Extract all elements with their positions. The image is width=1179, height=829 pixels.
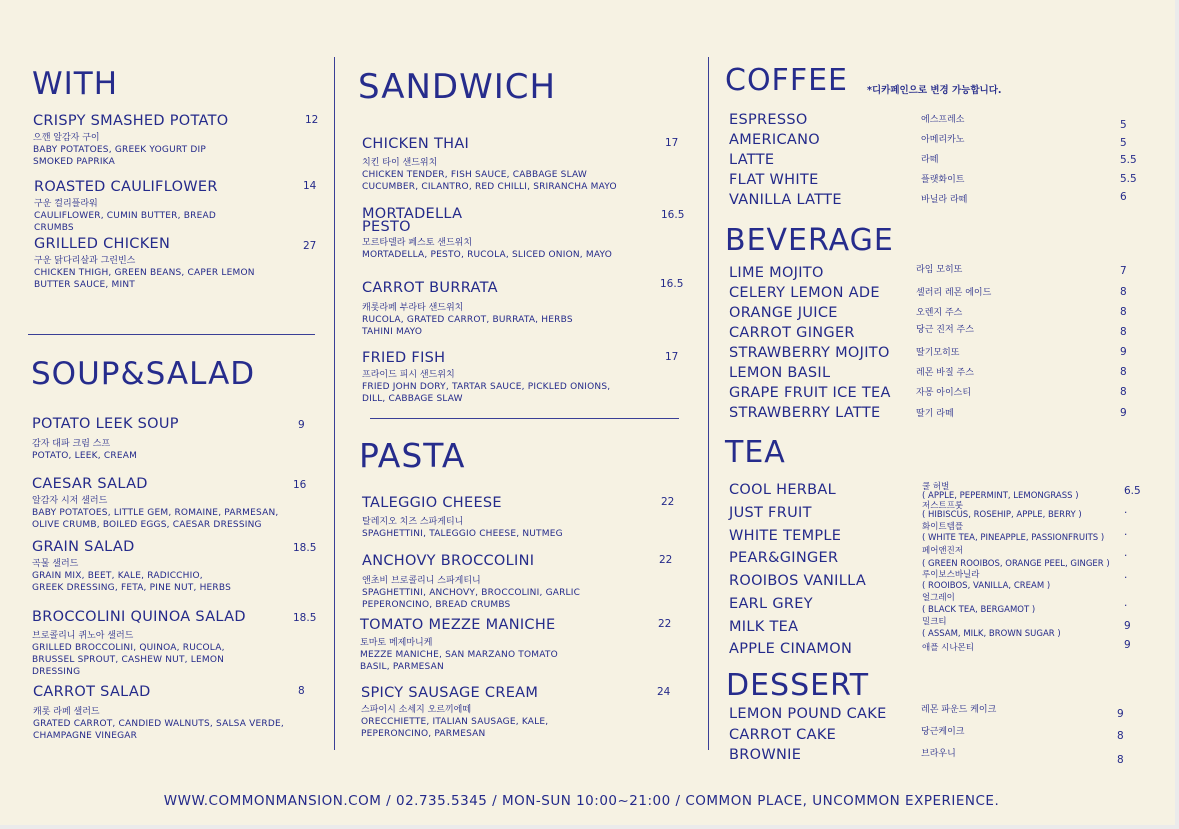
drink-price: 8: [1120, 286, 1127, 298]
menu-item: [362, 495, 682, 540]
dessert-row: [729, 706, 1149, 724]
drink-korean: 바닐라 라떼: [921, 195, 968, 205]
tea-title: TEA: [725, 435, 786, 470]
drink-name: CARROT GINGER: [729, 325, 855, 341]
drink-row: [729, 132, 1149, 150]
item-name: GRAIN SALAD: [32, 539, 135, 555]
drink-name: VANILLA LATTE: [729, 192, 842, 208]
drink-korean: 에스프레소: [921, 115, 965, 125]
menu-item: [32, 476, 315, 531]
item-description: POTATO, LEEK, CREAM: [32, 451, 138, 461]
tea-row: [729, 593, 1149, 616]
item-name: GRILLED CHICKEN: [34, 236, 171, 252]
item-name: BROCCOLINI QUINOA SALAD: [32, 609, 246, 625]
tea-row: [729, 641, 1149, 661]
drink-korean: 자몽 아이스티: [916, 388, 972, 398]
drink-row: [729, 152, 1149, 170]
tea-name: APPLE CINAMON: [729, 641, 853, 657]
item-korean: 감자 대파 크림 스프: [32, 439, 111, 449]
dessert-price: 8: [1117, 730, 1124, 742]
menu-item: [32, 416, 315, 462]
item-price: 17: [665, 351, 679, 363]
item-description: CHICKEN TENDER, FISH SAUCE, CABBAGE SLAW CUCUMBER, CILANTRO, RED CHILLI, SRIRANCHA MAYO: [362, 170, 617, 192]
menu-item: [34, 236, 315, 291]
menu-item: [362, 280, 682, 338]
tea-korean: 저스트프룻: [922, 501, 964, 511]
item-description: SPAGHETTINI, TALEGGIO CHEESE, NUTMEG: [362, 529, 563, 539]
tea-price: 9: [1124, 620, 1131, 632]
dessert-title: DESSERT: [726, 668, 870, 703]
drink-row: [729, 265, 1149, 283]
tea-row: [729, 522, 1149, 548]
dessert-name: CARROT CAKE: [729, 727, 837, 743]
tea-name: EARL GREY: [729, 596, 813, 612]
item-description: RUCOLA, GRATED CARROT, BURRATA, HERBS TAHINI MAYO: [362, 315, 573, 337]
menu-item: [360, 617, 682, 673]
drink-row: [729, 305, 1149, 323]
tea-ingredients: ( ASSAM, MILK, BROWN SUGAR ): [922, 629, 1061, 639]
tea-korean: 밀크티: [922, 617, 947, 627]
drink-korean: 딸기모히또: [916, 348, 960, 358]
drink-name: ORANGE JUICE: [729, 305, 838, 321]
item-name: TOMATO MEZZE MANICHE: [360, 617, 556, 633]
item-korean: 캐롯라페 부라타 샌드위치: [362, 303, 464, 313]
item-description: CHICKEN THIGH, GREEN BEANS, CAPER LEMON BUTTER SAUCE, MINT: [34, 268, 255, 290]
tea-korean: 루이보스바닐라: [922, 570, 980, 580]
tea-name: WHITE TEMPLE: [729, 528, 842, 544]
item-korean: 탈레지오 치즈 스파게티니: [362, 517, 464, 527]
tea-row: [729, 570, 1149, 593]
drink-name: AMERICANO: [729, 132, 820, 148]
drink-row: [729, 325, 1149, 343]
soup-salad-title: SOUP&SALAD: [31, 356, 256, 392]
tea-korean: 페어앤진저: [922, 546, 964, 556]
item-description: ORECCHIETTE, ITALIAN SAUSAGE, KALE, PEPERONCINO, PARMESAN: [361, 717, 549, 739]
with-soup-divider: [28, 334, 315, 335]
item-description: SPAGHETTINI, ANCHOVY, BROCCOLINI, GARLIC PEPERONCINO, BREAD CRUMBS: [362, 588, 581, 610]
drink-price: 5.5: [1120, 154, 1137, 166]
item-name: ROASTED CAULIFLOWER: [34, 179, 218, 195]
tea-korean: 화이트템플: [922, 522, 964, 532]
menu-item: [34, 179, 315, 234]
tea-ingredients: ( ROOIBOS, VANILLA, CREAM ): [922, 581, 1051, 591]
item-name: MORTADELLA PESTO: [362, 206, 463, 235]
drink-row: [729, 405, 1149, 423]
item-korean: 치킨 타이 샌드위치: [362, 158, 438, 168]
drink-korean: 레몬 바질 주스: [916, 368, 974, 378]
coffee-title: COFFEE: [725, 63, 848, 98]
item-name: CARROT SALAD: [33, 684, 151, 700]
sandwich-pasta-divider: [370, 418, 679, 419]
drink-name: GRAPE FRUIT ICE TEA: [729, 385, 891, 401]
drink-korean: 당근 진저 주스: [916, 325, 974, 335]
item-price: 22: [661, 496, 675, 508]
menu-item: [362, 206, 685, 261]
drink-name: ESPRESSO: [729, 112, 808, 128]
tea-korean: 쿨 허벌: [922, 482, 950, 492]
item-name: ANCHOVY BROCCOLINI: [362, 553, 535, 569]
item-description: BABY POTATOES, LITTLE GEM, ROMAINE, PARMESAN, OLIVE CRUMB, BOILED EGGS, CAESAR DRESSING: [32, 508, 279, 530]
item-price: 18.5: [293, 612, 317, 624]
item-description: GRATED CARROT, CANDIED WALNUTS, SALSA VERDE, CHAMPAGNE VINEGAR: [33, 719, 284, 741]
tea-ingredients: ( APPLE, PEPERMINT, LEMONGRASS ): [922, 491, 1079, 501]
drink-name: LEMON BASIL: [729, 365, 831, 381]
menu-item: [362, 553, 682, 611]
drink-name: LIME MOJITO: [729, 265, 824, 281]
item-price: 24: [657, 686, 671, 698]
menu-item: [33, 113, 319, 168]
drink-row: [729, 172, 1149, 190]
item-price: 9: [298, 419, 305, 431]
tea-ingredients: ( HIBISCUS, ROSEHIP, APPLE, BERRY ): [922, 510, 1082, 520]
item-price: 27: [303, 240, 317, 252]
drink-price: 6: [1120, 191, 1127, 203]
drink-price: 5: [1120, 137, 1127, 149]
dessert-price: 8: [1117, 754, 1124, 766]
drink-price: 8: [1120, 326, 1127, 338]
item-price: 16: [293, 479, 307, 491]
item-description: CAULIFLOWER, CUMIN BUTTER, BREAD CRUMBS: [34, 211, 216, 233]
drink-row: [729, 285, 1149, 303]
item-description: GRAIN MIX, BEET, KALE, RADICCHIO, GREEK DRESSING, FETA, PINE NUT, HERBS: [32, 571, 232, 593]
item-korean: 구운 닭다리살과 그린빈스: [34, 256, 136, 266]
tea-price: ·: [1124, 507, 1128, 519]
item-description: MORTADELLA, PESTO, RUCOLA, SLICED ONION, MAYO: [362, 250, 613, 260]
item-name: FRIED FISH: [362, 350, 446, 366]
dessert-korean: 브라우니: [921, 749, 956, 759]
drink-price: 5: [1120, 119, 1127, 131]
tea-row: [729, 482, 1149, 502]
item-price: 22: [659, 554, 673, 566]
item-name: CHICKEN THAI: [362, 136, 470, 152]
drink-price: 9: [1120, 407, 1127, 419]
item-korean: 모르타델라 페스토 샌드위치: [362, 238, 473, 248]
drink-korean: 아메리카노: [921, 135, 965, 145]
tea-korean: 얼그레이: [922, 593, 955, 603]
tea-name: JUST FRUIT: [729, 505, 812, 521]
tea-price: 9: [1124, 639, 1131, 651]
item-korean: 토마토 메제마니케: [360, 638, 433, 648]
dessert-name: LEMON POUND CAKE: [729, 706, 887, 722]
drink-korean: 딸기 라떼: [916, 409, 954, 419]
column-divider-1: [334, 57, 335, 750]
menu-item: [32, 609, 315, 678]
drink-row: [729, 112, 1149, 130]
item-name: CAESAR SALAD: [32, 476, 148, 492]
tea-name: COOL HERBAL: [729, 482, 837, 498]
item-korean: 곡물 샐러드: [32, 559, 79, 569]
item-description: GRILLED BROCCOLINI, QUINOA, RUCOLA, BRUSSEL SPROUT, CASHEW NUT, LEMON DRESSING: [32, 643, 225, 677]
item-name: CRISPY SMASHED POTATO: [33, 113, 229, 129]
tea-price: ·: [1124, 550, 1128, 562]
item-description: FRIED JOHN DORY, TARTAR SAUCE, PICKLED ONIONS, DILL, CABBAGE SLAW: [362, 382, 611, 404]
tea-row: [729, 546, 1149, 570]
drink-price: 8: [1120, 306, 1127, 318]
item-price: 16.5: [660, 278, 684, 290]
item-korean: 프라이드 피시 샌드위치: [362, 370, 455, 380]
item-price: 22: [658, 618, 672, 630]
item-korean: 으깬 알감자 구이: [33, 133, 100, 143]
drink-price: 8: [1120, 366, 1127, 378]
with-title: WITH: [32, 66, 119, 102]
drink-price: 7: [1120, 265, 1127, 277]
item-korean: 캐롯 라페 샐러드: [33, 707, 100, 717]
dessert-korean: 당근케이크: [921, 727, 965, 737]
drink-korean: 오렌지 주스: [916, 308, 963, 318]
beverage-title: BEVERAGE: [725, 223, 894, 258]
drink-korean: 셀러리 레몬 에이드: [916, 288, 992, 298]
tea-row: [729, 619, 1149, 639]
item-name: CARROT BURRATA: [362, 280, 498, 296]
item-price: 16.5: [661, 209, 685, 221]
item-name: TALEGGIO CHEESE: [362, 495, 502, 511]
drink-price: 5.5: [1120, 173, 1137, 185]
item-price: 8: [298, 685, 305, 697]
item-price: 18.5: [293, 542, 317, 554]
drink-name: LATTE: [729, 152, 775, 168]
dessert-row: [729, 747, 1149, 765]
tea-korean: 애플 시나몬티: [922, 643, 974, 653]
tea-name: MILK TEA: [729, 619, 799, 635]
drink-row: [729, 192, 1149, 210]
item-description: MEZZE MANICHE, SAN MARZANO TOMATO BASIL, PARMESAN: [360, 650, 558, 672]
tea-price: 6.5: [1124, 485, 1141, 497]
item-korean: 구운 컬리플라워: [34, 199, 98, 209]
tea-ingredients: ( WHITE TEA, PINEAPPLE, PASSIONFRUITS ): [922, 533, 1105, 543]
drink-name: CELERY LEMON ADE: [729, 285, 880, 301]
item-name: POTATO LEEK SOUP: [32, 416, 179, 432]
tea-price: ·: [1124, 600, 1128, 612]
drink-row: [729, 345, 1149, 363]
menu-item: [361, 685, 682, 740]
item-korean: 알감자 시저 샐러드: [32, 496, 108, 506]
tea-name: ROOIBOS VANILLA: [729, 573, 867, 589]
item-korean: 앤초비 브로콜리니 스파게티니: [362, 576, 481, 586]
menu-item: [32, 539, 315, 594]
menu-item: [362, 350, 682, 405]
drink-korean: 라임 모히또: [916, 265, 963, 275]
drink-row: [729, 385, 1149, 403]
drink-price: 9: [1120, 346, 1127, 358]
dessert-row: [729, 727, 1149, 745]
menu-item: [362, 136, 682, 193]
drink-price: 8: [1120, 386, 1127, 398]
tea-price: ·: [1124, 572, 1128, 584]
drink-korean: 플랫화이트: [921, 175, 965, 185]
item-price: 17: [665, 137, 679, 149]
menu-item: [33, 684, 315, 742]
dessert-price: 9: [1117, 708, 1124, 720]
item-korean: 스파이시 소세지 오르끼에떼: [361, 705, 472, 715]
decaf-note: *디카페인으로 변경 가능합니다.: [867, 85, 1002, 96]
dessert-korean: 레몬 파운드 케이크: [921, 705, 997, 715]
item-price: 14: [303, 180, 317, 192]
item-korean: 브로콜리니 퀴노아 샐러드: [32, 631, 134, 641]
drink-korean: 라떼: [921, 155, 939, 165]
tea-ingredients: ( BLACK TEA, BERGAMOT ): [922, 605, 1036, 615]
drink-row: [729, 365, 1149, 383]
tea-ingredients: ( GREEN ROOIBOS, ORANGE PEEL, GINGER ): [922, 559, 1110, 569]
drink-name: STRAWBERRY LATTE: [729, 405, 881, 421]
item-price: 12: [305, 114, 319, 126]
tea-price: ·: [1124, 529, 1128, 541]
sandwich-title: SANDWICH: [358, 67, 557, 107]
dessert-name: BROWNIE: [729, 747, 802, 763]
footer-contact: WWW.COMMONMANSION.COM / 02.735.5345 / MON-SUN 10:00~21:00 / COMMON PLACE, UNCOMMON EXPERIENCE.: [163, 793, 1000, 809]
column-divider-2: [708, 57, 709, 750]
tea-name: PEAR&GINGER: [729, 550, 839, 566]
pasta-title: PASTA: [359, 436, 466, 475]
drink-name: STRAWBERRY MOJITO: [729, 345, 890, 361]
item-description: BABY POTATOES, GREEK YOGURT DIP SMOKED PAPRIKA: [33, 145, 207, 167]
item-name: SPICY SAUSAGE CREAM: [361, 685, 539, 701]
drink-name: FLAT WHITE: [729, 172, 819, 188]
